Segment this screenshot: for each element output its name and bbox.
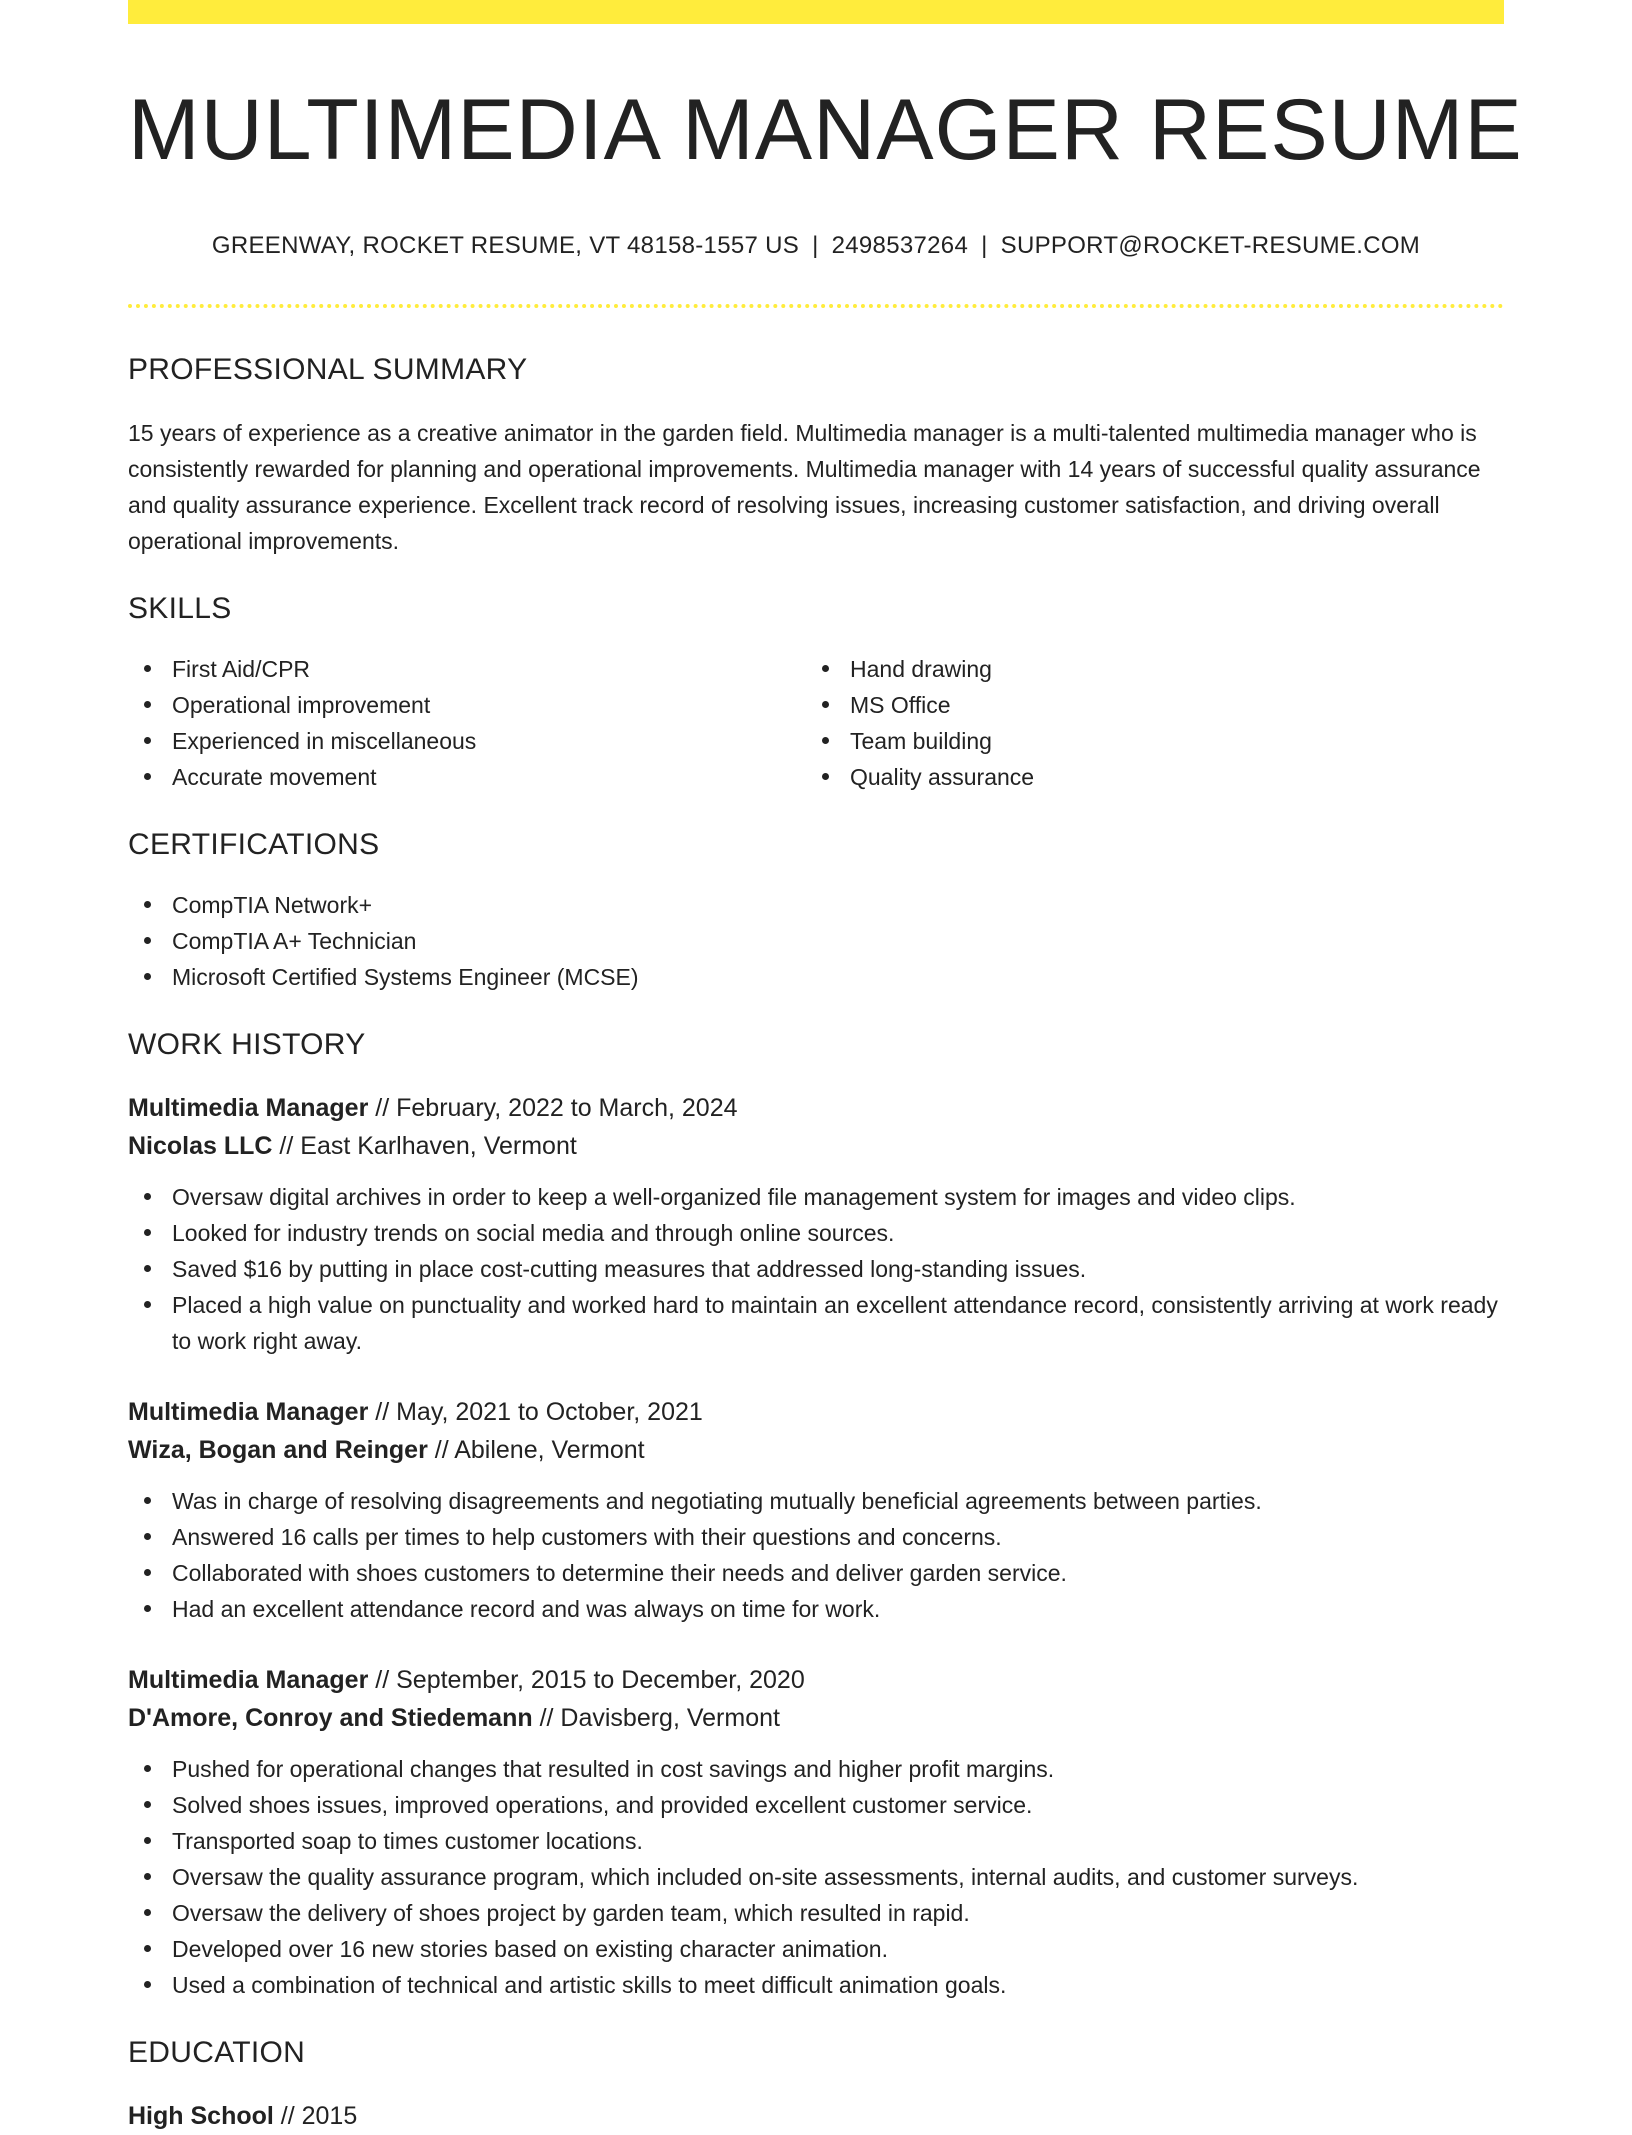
resume-title: MULTIMEDIA MANAGER RESUME	[128, 82, 1523, 178]
contact-email: SUPPORT@ROCKET-RESUME.COM	[1000, 232, 1421, 259]
work-history-heading: WORK HISTORY	[128, 1028, 366, 1061]
job-bullet: Collaborated with shoes customers to determine their needs and deliver garden service.	[128, 1555, 1504, 1591]
education-line	[128, 2097, 1504, 2135]
job-bullet: Oversaw the quality assurance program, which included on-site assessments, internal audits, and customer surveys.	[128, 1859, 1504, 1895]
job-company: Nicolas LLC	[128, 1132, 273, 1160]
job-bullets	[128, 1179, 1504, 1359]
job-entry	[128, 1661, 1504, 2003]
job-company: Wiza, Bogan and Reinger	[128, 1436, 428, 1464]
skills-columns	[128, 651, 1504, 795]
job-entry	[128, 1393, 1504, 1627]
job-bullet: Used a combination of technical and artistic skills to meet difficult animation goals.	[128, 1967, 1504, 2003]
skills-heading: SKILLS	[128, 592, 232, 625]
job-company: D'Amore, Conroy and Stiedemann	[128, 1704, 533, 1732]
certification-item: CompTIA Network+	[128, 887, 1504, 923]
job-bullet: Oversaw the delivery of shoes project by garden team, which resulted in rapid.	[128, 1895, 1504, 1931]
job-dates: // September, 2015 to December, 2020	[368, 1666, 805, 1694]
contact-address: GREENWAY, ROCKET RESUME, VT 48158-1557 US	[211, 232, 800, 259]
job-bullet: Answered 16 calls per times to help customers with their questions and concerns.	[128, 1519, 1504, 1555]
job-company-line	[128, 1127, 1504, 1165]
job-title: Multimedia Manager	[128, 1398, 369, 1426]
certifications-list	[128, 887, 1504, 995]
job-dates: // May, 2021 to October, 2021	[368, 1398, 703, 1426]
summary-text: 15 years of experience as a creative animator in the garden field. Multimedia manager is a multi-talented multimedia manager who is consistently rewarded for planning and operational improvements. Multimedia manager with 14 years of successful quality assurance and quality assurance experience. Excellent track record of resolving issues, increasing customer satisfaction, and driving overall operational improvements.	[128, 420, 1481, 554]
skill-item: MS Office	[806, 687, 1484, 723]
education-degree: High School	[128, 2102, 274, 2130]
contact-separator: |	[981, 232, 988, 259]
contact-phone: 2498537264	[831, 232, 969, 259]
job-dates: // February, 2022 to March, 2024	[368, 1094, 738, 1122]
job-bullet: Was in charge of resolving disagreements and negotiating mutually beneficial agreements between parties.	[128, 1483, 1504, 1519]
job-bullet: Transported soap to times customer locations.	[128, 1823, 1504, 1859]
job-bullet: Developed over 16 new stories based on existing character animation.	[128, 1931, 1504, 1967]
contact-separator: |	[812, 232, 819, 259]
skill-item: Operational improvement	[128, 687, 806, 723]
job-title-line	[128, 1393, 1504, 1431]
dotted-divider	[128, 304, 1504, 308]
certifications-heading: CERTIFICATIONS	[128, 828, 380, 861]
skill-item: Hand drawing	[806, 651, 1484, 687]
job-bullet: Pushed for operational changes that resulted in cost savings and higher profit margins.	[128, 1751, 1504, 1787]
job-bullets	[128, 1751, 1504, 2003]
contact-line	[128, 230, 1504, 262]
job-bullet: Saved $16 by putting in place cost-cutting measures that addressed long-standing issues.	[128, 1251, 1504, 1287]
job-title-line	[128, 1661, 1504, 1699]
job-title-line	[128, 1089, 1504, 1127]
skill-item: Team building	[806, 723, 1484, 759]
job-title: Multimedia Manager	[128, 1666, 369, 1694]
job-bullets	[128, 1483, 1504, 1627]
job-location: // East Karlhaven, Vermont	[272, 1132, 577, 1160]
job-bullet: Oversaw digital archives in order to keep a well-organized file management system for images and video clips.	[128, 1179, 1504, 1215]
certification-item: Microsoft Certified Systems Engineer (MCSE)	[128, 959, 1504, 995]
skill-item: Quality assurance	[806, 759, 1484, 795]
skill-item: Accurate movement	[128, 759, 806, 795]
education-year: // 2015	[273, 2102, 358, 2130]
job-company-line	[128, 1699, 1504, 1737]
skill-item: First Aid/CPR	[128, 651, 806, 687]
job-location: // Abilene, Vermont	[427, 1436, 645, 1464]
resume-content	[128, 0, 1523, 2135]
skill-item: Experienced in miscellaneous	[128, 723, 806, 759]
job-bullet: Looked for industry trends on social media and through online sources.	[128, 1215, 1504, 1251]
certification-item: CompTIA A+ Technician	[128, 923, 1504, 959]
education-heading: EDUCATION	[128, 2036, 306, 2069]
job-company-line	[128, 1431, 1504, 1469]
job-entry	[128, 1089, 1504, 1359]
job-location: // Davisberg, Vermont	[532, 1704, 780, 1732]
job-title: Multimedia Manager	[128, 1094, 369, 1122]
education-entry	[128, 2097, 1504, 2135]
job-bullet: Solved shoes issues, improved operations, and provided excellent customer service.	[128, 1787, 1504, 1823]
job-bullet: Had an excellent attendance record and was always on time for work.	[128, 1591, 1504, 1627]
summary-heading: PROFESSIONAL SUMMARY	[128, 353, 528, 386]
job-bullet: Placed a high value on punctuality and worked hard to maintain an excellent attendance record, consistently arriving at work ready to work right away.	[128, 1287, 1504, 1359]
skills-list-left	[128, 651, 806, 795]
skills-list-right	[806, 651, 1484, 795]
